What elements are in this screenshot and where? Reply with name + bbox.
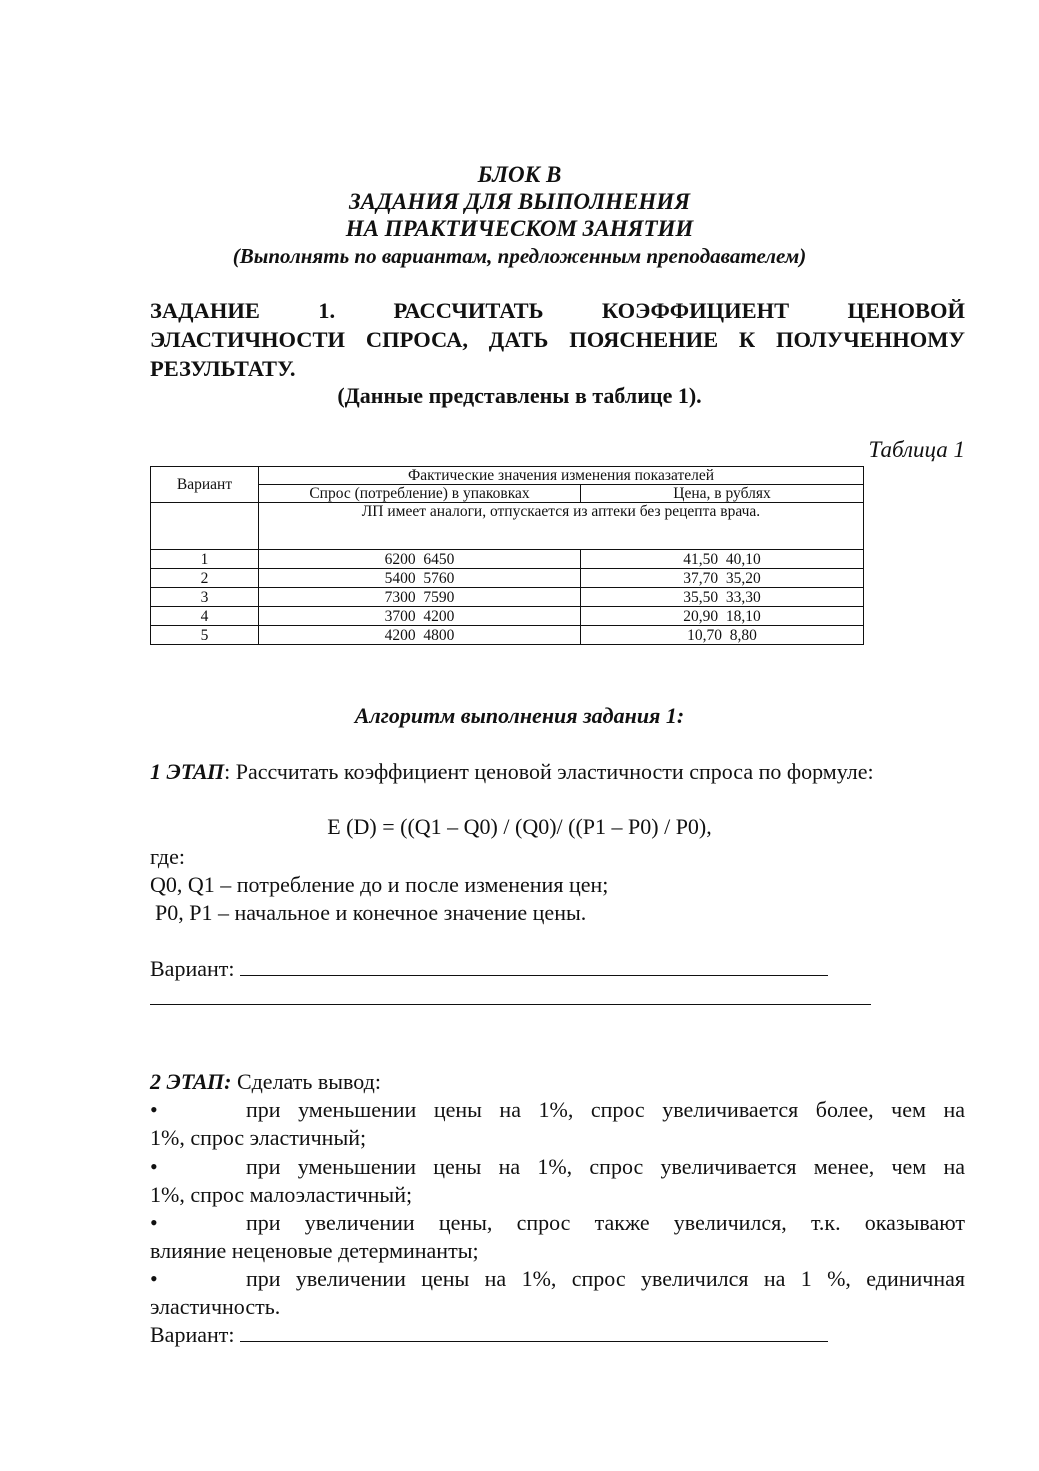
variant-answer-line [150,1321,828,1349]
stage1-paragraph [150,758,874,786]
variant-label: Вариант: [150,956,240,981]
where-label: где: [150,844,185,869]
table-row [151,626,864,645]
cell-variant: 3 [151,588,259,607]
variant-label: Вариант: [150,1322,240,1347]
bullet-icon: • [150,1266,158,1291]
section-title-line2: НА ПРАКТИЧЕСКОМ ЗАНЯТИИ [345,216,694,241]
header-group: Фактические значения изменения показателей [259,467,864,485]
bullet-icon: • [150,1097,158,1122]
stage2-label: 2 ЭТАП: [150,1069,232,1094]
list-item [150,1209,965,1265]
definition-p: P0, P1 – начальное и конечное значение цены. [155,900,587,925]
list-item [150,1265,965,1321]
list-item-text: при уменьшении цены на 1%, спрос увеличивается менее, чем на [246,1154,965,1179]
table-cell-empty [151,503,259,550]
answer-blank-full-line[interactable] [150,1004,871,1005]
cell-price: 20,90 18,10 [581,607,864,626]
table-row [151,569,864,588]
header-price: Цена, в рублях [581,485,864,503]
cell-demand: 3700 4200 [259,607,581,626]
stage1-label: 1 ЭТАП [150,759,225,784]
variant-answer-line [150,955,828,983]
task-heading-line1: ЗАДАНИЕ 1. РАССЧИТАТЬ КОЭФФИЦИЕНТ ЦЕНОВОЙ [150,298,965,323]
task-note: (Данные представлены в таблице 1). [337,383,702,408]
stage1-text: : Рассчитать коэффициент ценовой эластичности спроса по формуле: [224,759,874,784]
task-heading-line3: РЕЗУЛЬТАТУ. [150,356,296,381]
table-row [151,588,864,607]
list-item [150,1153,965,1209]
list-item-continuation: 1%, спрос эластичный; [150,1125,367,1150]
data-table [150,466,864,645]
table-row [151,607,864,626]
stage2-text: Сделать вывод: [231,1069,381,1094]
list-item-continuation: эластичность. [150,1294,281,1319]
list-item-continuation: 1%, спрос малоэластичный; [150,1182,413,1207]
cell-demand: 7300 7590 [259,588,581,607]
bullet-icon: • [150,1210,158,1235]
cell-variant: 4 [151,607,259,626]
header-variant: Вариант [151,467,259,503]
list-item [150,1096,965,1152]
formula: E (D) = ((Q1 – Q0) / (Q0)/ ((P1 – P0) / P0), [327,814,712,839]
cell-demand: 4200 4800 [259,626,581,645]
table-caption: Таблица 1 [868,437,965,462]
header-demand: Спрос (потребление) в упаковках [259,485,581,503]
table-subheader-row [151,503,864,550]
subheader-text: ЛП имеет аналоги, отпускается из аптеки без рецепта врача. [361,503,761,520]
bullet-icon: • [150,1154,158,1179]
algorithm-title: Алгоритм выполнения задания 1: [354,703,685,728]
list-item-continuation: влияние неценовые детерминанты; [150,1238,479,1263]
section-title-line1: ЗАДАНИЯ ДЛЯ ВЫПОЛНЕНИЯ [348,189,691,214]
list-item-text: при увеличении цены на 1%, спрос увеличился на 1 %, единичная [246,1266,965,1291]
cell-demand: 5400 5760 [259,569,581,588]
task-heading-line2: ЭЛАСТИЧНОСТИ СПРОСА, ДАТЬ ПОЯСНЕНИЕ К ПОЛУЧЕННОМУ [150,327,965,352]
section-subtitle: (Выполнять по вариантам, предложенным преподавателем) [232,244,807,268]
answer-blank[interactable] [240,955,828,976]
cell-variant: 1 [151,550,259,569]
cell-price: 41,50 40,10 [581,550,864,569]
answer-blank[interactable] [240,1321,828,1342]
cell-price: 10,70 8,80 [581,626,864,645]
block-title: БЛОК В [477,162,562,187]
table-subheader [259,503,864,550]
cell-price: 37,70 35,20 [581,569,864,588]
cell-price: 35,50 33,30 [581,588,864,607]
stage2-paragraph [150,1068,381,1096]
cell-variant: 2 [151,569,259,588]
cell-variant: 5 [151,626,259,645]
cell-demand: 6200 6450 [259,550,581,569]
list-item-text: при уменьшении цены на 1%, спрос увеличивается более, чем на [246,1097,965,1122]
list-item-text: при увеличении цены, спрос также увеличился, т.к. оказывают [246,1210,965,1235]
definition-q: Q0, Q1 – потребление до и после изменения цен; [150,872,609,897]
table-header-row [151,467,864,485]
table-row [151,550,864,569]
